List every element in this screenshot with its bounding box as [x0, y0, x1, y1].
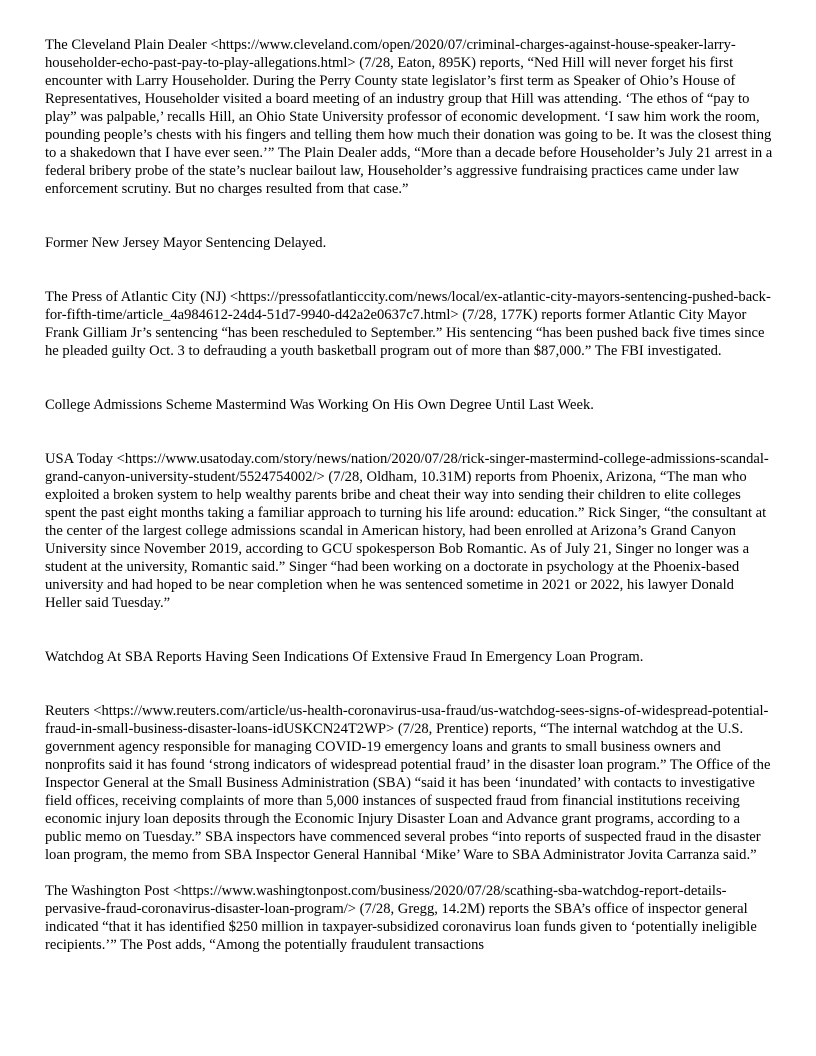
article-paragraph-cleveland: The Cleveland Plain Dealer <https://www.cleveland.com/open/2020/07/criminal-charges-against-house-speaker-larry-householder-echo-past-pay-to-play-allegations.html> (7/28, Eaton, 895K) reports, “Ned Hill will never forget his first encounter with Larry Householder. During the Perry County state legislator’s first term as Speaker of Ohio’s House of Representatives, Householder visited a board meeting of an industry group that Hill was attending. ‘The ethos of “pay to play” was palpable,’ recalls Hill, an Ohio State University professor of economic development. ‘I saw him work the room, pounding people’s chests with his fingers and telling them how much their donation was going to be. It was the closest thing to a shakedown that I have ever seen.’” The Plain Dealer adds, “More than a decade before Householder’s July 21 arrest in a federal bribery probe of the state’s nuclear bailout law, Householder’s aggressive fundraising practices came under law enforcement scrutiny. But no charges resulted from that case.” [45, 37, 773, 197]
spacer [45, 666, 773, 702]
spacer [45, 864, 773, 882]
spacer [45, 612, 773, 648]
article-paragraph-press-atlantic-city: The Press of Atlantic City (NJ) <https://pressofatlanticcity.com/news/local/ex-atlantic-city-mayors-sentencing-pushed-back-for-fifth-time/article_4a984612-24d4-51d7-9940-d42a2e0637c7.html> (7/28, 177K) reports former Atlantic City Mayor Frank Gilliam Jr’s sentencing “has been rescheduled to September.” His sentencing “has been pushed back five times since he pleaded guilty Oct. 3 to defrauding a youth basketball program out of more than $87,000.” The FBI investigated. [45, 289, 771, 359]
spacer [45, 252, 773, 288]
spacer [45, 360, 773, 396]
headline-nj-mayor: Former New Jersey Mayor Sentencing Delayed. [45, 235, 327, 251]
headline-sba-watchdog: Watchdog At SBA Reports Having Seen Indications Of Extensive Fraud In Emergency Loan Program. [45, 649, 644, 665]
spacer [45, 414, 773, 450]
document-page [45, 36, 773, 954]
headline-college-admissions: College Admissions Scheme Mastermind Was Working On His Own Degree Until Last Week. [45, 397, 594, 413]
spacer [45, 198, 773, 234]
article-paragraph-washington-post: The Washington Post <https://www.washingtonpost.com/business/2020/07/28/scathing-sba-watchdog-report-details-pervasive-fraud-coronavirus-disaster-loan-program/> (7/28, Gregg, 14.2M) reports the SBA’s office of inspector general indicated “that it has identified $250 million in taxpayer-subsidized coronavirus loan funds given to ‘potentially ineligible recipients.’” The Post adds, “Among the potentially fraudulent transactions [45, 883, 757, 953]
article-paragraph-usa-today: USA Today <https://www.usatoday.com/story/news/nation/2020/07/28/rick-singer-mastermind-college-admissions-scandal-grand-canyon-university-student/5524754002/> (7/28, Oldham, 10.31M) reports from Phoenix, Arizona, “The man who exploited a broken system to help wealthy parents bribe and cheat their way into sending their children to elite colleges spent the past eight months taking a familiar approach to turning his life around: education.” Rick Singer, “the consultant at the center of the largest college admissions scandal in American history, had been enrolled at Arizona’s Grand Canyon University since November 2019, according to GCU spokesperson Bob Romantic. As of July 21, Singer no longer was a student at the university, Romantic said.” Singer “had been working on a doctorate in psychology at the Phoenix-based university and had hoped to be near completion when he was sentenced sometime in 2021 or 2022, his lawyer Donald Heller said Tuesday.” [45, 451, 769, 611]
article-paragraph-reuters: Reuters <https://www.reuters.com/article/us-health-coronavirus-usa-fraud/us-watchdog-sees-signs-of-widespread-potential-fraud-in-small-business-disaster-loans-idUSKCN24T2WP> (7/28, Prentice) reports, “The internal watchdog at the U.S. government agency responsible for managing COVID-19 emergency loans and grants to small business owners and nonprofits said it has found ‘strong indicators of widespread potential fraud’ in the disaster loan program.” The Office of the Inspector General at the Small Business Administration (SBA) “said it has been ‘inundated’ with contacts to investigative field offices, receiving complaints of more than 5,000 instances of suspected fraud from financial institutions receiving economic injury loan deposits through the Economic Injury Disaster Loan and Advance grant programs, according to a public memo on Tuesday.” SBA inspectors have commenced several probes “into reports of suspected fraud in the disaster loan program, the memo from SBA Inspector General Hannibal ‘Mike’ Ware to SBA Administrator Jovita Carranza said.” [45, 703, 771, 863]
